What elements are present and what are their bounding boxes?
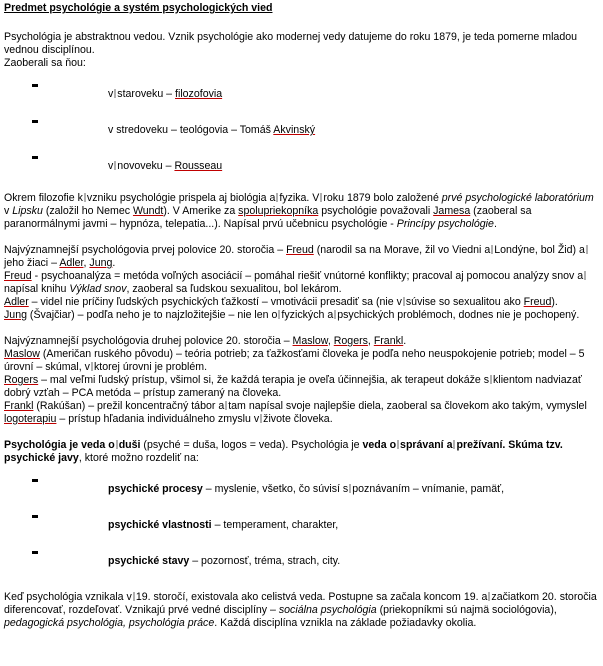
intro-line: Psychológia je abstraktnou vedou. Vznik psychológie ako modernej vedy datujeme do roku 1879, je teda pomerne mladou vednou disciplínou. (4, 31, 578, 56)
bullet-term: Rousseau (174, 160, 223, 172)
paragraph-jung: Jung (Švajčiar) – podľa neho je to najzložitejšie – nie len o fyzických a psychických problémoch, dodnes nie je pochopený. (4, 309, 580, 321)
bullet-text: v (108, 88, 114, 100)
bullet-text: novoveku – (117, 160, 175, 172)
bullet-text: – temperament, charakter, (211, 519, 339, 531)
bullet-item-processes (4, 475, 598, 511)
paragraph-first-half: Najvýznamnejší psychológovia prvej polovice 20. storočia – Freud (narodil sa na Morave, žil vo Viedni a Londýne, bol Žid) ajeho žiaci – Adler, Jung. (4, 244, 598, 270)
bullet-dash-icon (32, 156, 38, 159)
bullet-text: – pozornosť, tréma, strach, city. (189, 555, 341, 567)
mark-icon (225, 401, 227, 410)
bullet-item-middle-ages (4, 116, 598, 152)
paragraph-second-half: Najvýznamnejší psychológovia druhej polovice 20. storočia – Maslow, Rogers, Frankl. (4, 335, 407, 347)
bullet-dash-icon (32, 515, 38, 518)
mark-icon (133, 592, 135, 601)
paragraph-differentiation: Keď psychológia vznikala v 19. storočí, existovala ako celistvá veda. Postupne sa začala koncom 19. a začiatkom 20. storočia diferencovať, rozdeľovať. Vznikajú prvé vedné disciplíny – sociálna psychológia (priekopníkmi sú najmä sociológovia), pedagogická psychológia, psychológia práce. Každá disciplína vznikla na základe požiadavky okolia. (4, 591, 597, 629)
paragraph-definition: Psychológia je veda o duši (psyché = duša, logos = veda). Psychológia je veda o správaní a prežívaní. Skúma tzv. psychické javy, ktoré možno rozdeliť na: (4, 439, 563, 464)
bullet-term: Akvinský (273, 124, 316, 136)
mark-icon (91, 362, 93, 371)
bullet-dash-icon (32, 84, 38, 87)
mark-icon (260, 414, 262, 423)
bullet-text: – myslenie, všetko, čo súvisí s (202, 483, 349, 495)
bullet-text: staroveku – (117, 88, 176, 100)
paragraph-origins: Okrem filozofie k vzniku psychológie prispela aj biológia a fyzika. V roku 1879 bolo založené prvé psychologické laboratórium v Lipsku (založil ho Nemec Wundt). V Amerike za spolupriekopníka psychológie považovali Jamesa (zaoberal sa paranormálnymi javmi – hypnóza, telepatia...). Napísal prvú učebnicu psychológie - Princípy psychológie. (4, 192, 594, 230)
mark-icon (114, 161, 116, 170)
mark-icon (397, 440, 399, 449)
document-title: Predmet psychológie a systém psychologických vied (4, 2, 273, 14)
bullet-term: filozofovia (175, 88, 223, 100)
bullet-item-antiquity (4, 80, 598, 116)
mark-icon (490, 375, 492, 384)
mark-icon (349, 484, 351, 493)
bullet-dash-icon (32, 120, 38, 123)
paragraph-adler: Adler – videl nie príčiny ľudských psychických ťažkostí – vmotivácii presadiť sa (nie v súvise so sexualitou ako Freud). (4, 296, 558, 308)
mark-icon (403, 297, 405, 306)
bullet-item-states (4, 547, 598, 583)
document-page (4, 2, 598, 630)
mark-icon (584, 271, 586, 280)
bullet-dash-icon (32, 551, 38, 554)
bullet-dash-icon (32, 479, 38, 482)
bullet-item-modern-age (4, 152, 598, 188)
paragraph-frankl: Frankl (Rakúšan) – prežil koncentračný tábor a tam napísal svoje najlepšie diela, zaoberal sa človekom ako takým, vymyslel logoterapiu – prístup hľadania individuálneho zmyslu v živote človeka. (4, 400, 587, 425)
bullet-term: psychické procesy (108, 483, 203, 495)
bullet-text: poznávaním – vnímanie, pamäť, (352, 483, 505, 495)
paragraph-freud: Freud - psychoanalýza = metóda voľných asociácií – pomáhal riešiť vnútorné konflikty; pracoval aj pomocou analýzy snov anapísal knihu Výklad snov, zaoberal sa ľudskou sexualitou, bol lekárom. (4, 270, 598, 296)
mark-icon (84, 193, 86, 202)
bullet-item-properties (4, 511, 598, 547)
mark-icon (334, 310, 336, 319)
mark-icon (116, 440, 118, 449)
bullet-text: v stredoveku – teológovia – Tomáš (108, 124, 274, 136)
mark-icon (491, 245, 493, 254)
paragraph-rogers: Rogers – mal veľmi ľudský prístup, všimol si, že každá terapia je oveľa účinnejšia, ak terapeut dokáže s klientom nadviazať dobrý vzťah – PCA metóda – prístup zameraný na človeka. (4, 374, 582, 399)
paragraph-maslow: Maslow (Američan ruského pôvodu) – teória potrieb; za ťažkosťami človeka je podľa neho neuspokojenie potrieb; model – 5 úrovní – skúmal, v ktorej úrovni je problém. (4, 348, 585, 373)
bullet-text: v (108, 160, 114, 172)
mark-icon (586, 245, 588, 254)
mark-icon (114, 89, 116, 98)
bullet-term: psychické vlastnosti (108, 519, 212, 531)
bullet-term: psychické stavy (108, 555, 190, 567)
intro-line-2: Zaoberali sa ňou: (4, 57, 86, 69)
